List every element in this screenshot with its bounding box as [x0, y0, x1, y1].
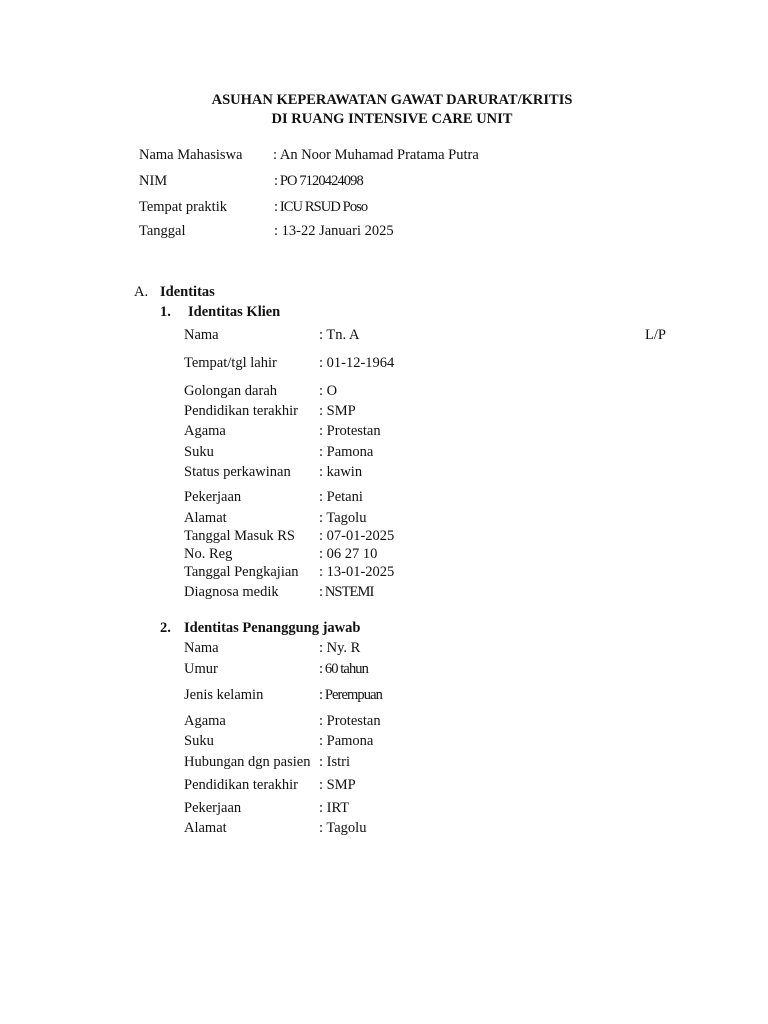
- pj-label-suku: Suku: [184, 733, 214, 749]
- klien-value-nama: : Tn. A: [319, 327, 360, 343]
- klien-value-status-perkawinan: : kawin: [319, 464, 363, 480]
- klien-sex-marker: L/P: [645, 327, 666, 343]
- pj-value-jenis-kelamin: : Perempuan: [319, 687, 382, 703]
- klien-label-ttl: Tempat/tgl lahir: [184, 355, 277, 371]
- klien-value-agama: : Protestan: [319, 423, 381, 439]
- label-tanggal: Tanggal: [139, 223, 186, 239]
- label-nama-mahasiswa: Nama Mahasiswa: [139, 147, 243, 163]
- pj-value-suku: : Pamona: [319, 733, 374, 749]
- section-a-heading: Identitas: [160, 284, 215, 300]
- klien-value-golongan-darah: : O: [319, 383, 338, 399]
- klien-label-alamat: Alamat: [184, 510, 227, 526]
- klien-label-agama: Agama: [184, 423, 226, 439]
- klien-value-no-reg: : 06 27 10: [319, 546, 378, 562]
- klien-label-pendidikan: Pendidikan terakhir: [184, 403, 298, 419]
- klien-value-pekerjaan: : Petani: [319, 489, 363, 505]
- pj-label-umur: Umur: [184, 661, 218, 677]
- klien-value-tanggal-pengkajian: : 13-01-2025: [319, 564, 395, 580]
- klien-value-pendidikan: : SMP: [319, 403, 356, 419]
- value-nim: : PO 7120424098: [274, 173, 363, 189]
- pj-label-nama: Nama: [184, 640, 219, 656]
- document-title-line-2: DI RUANG INTENSIVE CARE UNIT: [271, 111, 513, 127]
- klien-label-pekerjaan: Pekerjaan: [184, 489, 242, 505]
- pj-value-hubungan: : Istri: [319, 754, 351, 770]
- value-nama-mahasiswa: : An Noor Muhamad Pratama Putra: [273, 147, 479, 163]
- klien-value-diagnosa: : NSTEMI: [319, 584, 374, 600]
- klien-label-no-reg: No. Reg: [184, 546, 233, 562]
- pj-value-alamat: : Tagolu: [319, 820, 367, 836]
- pj-label-agama: Agama: [184, 713, 226, 729]
- klien-value-tanggal-masuk: : 07-01-2025: [319, 528, 395, 544]
- klien-number: 1.: [160, 304, 171, 320]
- section-a-marker: A.: [134, 284, 149, 300]
- pj-value-agama: : Protestan: [319, 713, 381, 729]
- klien-label-suku: Suku: [184, 444, 214, 460]
- pj-value-pekerjaan: : IRT: [319, 800, 350, 816]
- pj-label-jenis-kelamin: Jenis kelamin: [184, 687, 264, 703]
- pj-label-pendidikan: Pendidikan terakhir: [184, 777, 298, 793]
- klien-value-ttl: : 01-12-1964: [319, 355, 395, 371]
- klien-label-golongan-darah: Golongan darah: [184, 383, 278, 399]
- klien-value-alamat: : Tagolu: [319, 510, 367, 526]
- pj-label-alamat: Alamat: [184, 820, 227, 836]
- klien-heading: Identitas Klien: [188, 304, 281, 320]
- klien-label-tanggal-pengkajian: Tanggal Pengkajian: [184, 564, 299, 580]
- pj-value-pendidikan: : SMP: [319, 777, 356, 793]
- pj-value-nama: : Ny. R: [319, 640, 361, 656]
- pj-label-hubungan: Hubungan dgn pasien: [184, 754, 311, 770]
- pj-label-pekerjaan: Pekerjaan: [184, 800, 242, 816]
- penanggung-number: 2.: [160, 620, 171, 636]
- value-tanggal: : 13-22 Januari 2025: [274, 223, 394, 239]
- klien-label-diagnosa: Diagnosa medik: [184, 584, 279, 600]
- label-nim: NIM: [139, 173, 168, 189]
- pj-value-umur: : 60 tahun: [319, 661, 368, 677]
- value-tempat-praktik: : ICU RSUD Poso: [274, 199, 368, 215]
- klien-label-nama: Nama: [184, 327, 219, 343]
- klien-label-status-perkawinan: Status perkawinan: [184, 464, 291, 480]
- klien-value-suku: : Pamona: [319, 444, 374, 460]
- label-tempat-praktik: Tempat praktik: [139, 199, 227, 215]
- penanggung-heading: Identitas Penanggung jawab: [184, 620, 361, 636]
- document-title-line-1: ASUHAN KEPERAWATAN GAWAT DARURAT/KRITIS: [211, 92, 573, 108]
- klien-label-tanggal-masuk: Tanggal Masuk RS: [184, 528, 295, 544]
